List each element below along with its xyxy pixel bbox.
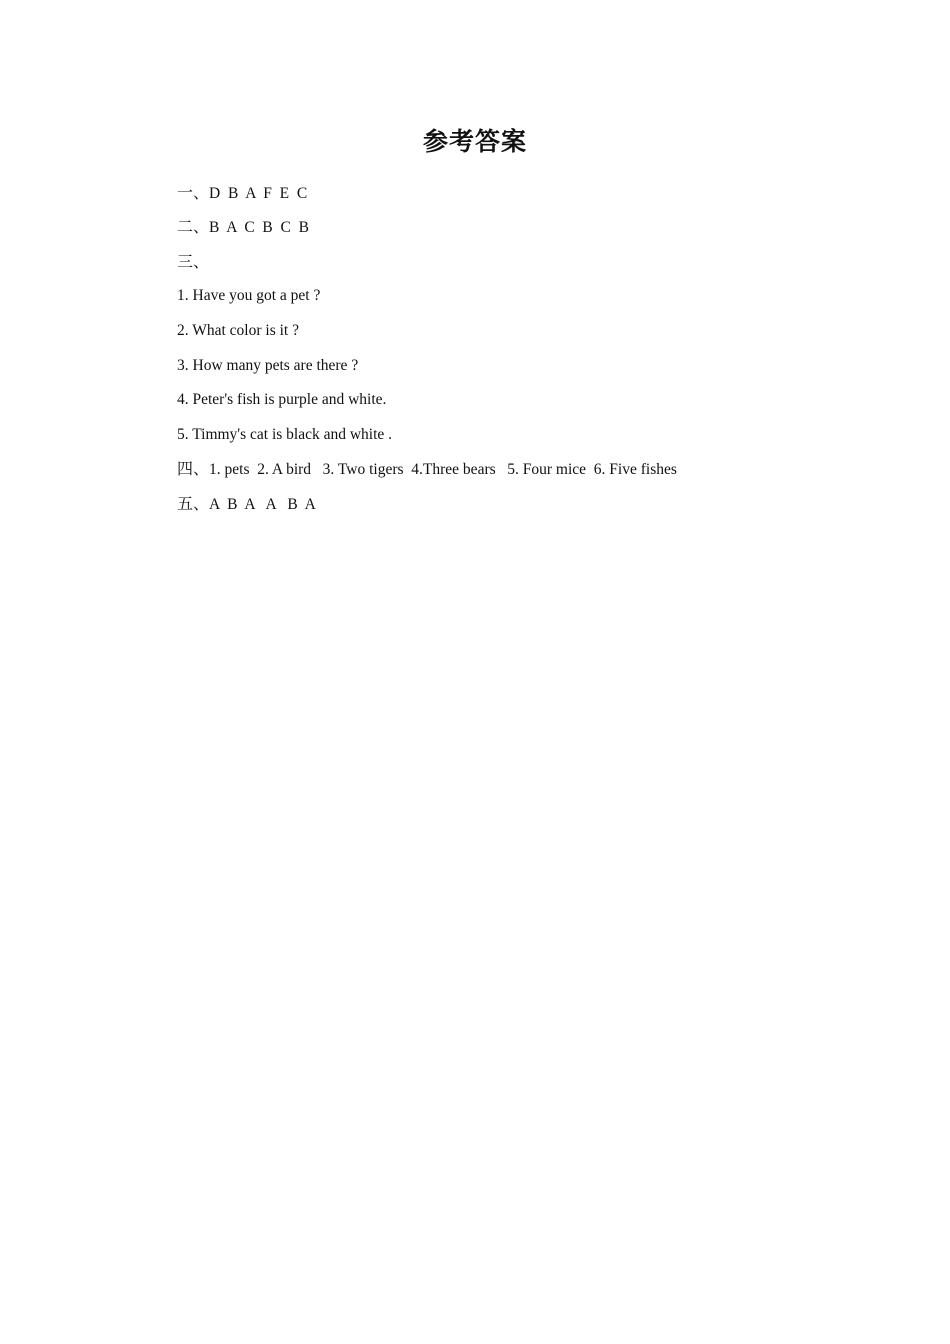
section-label: 二、 [177,217,210,236]
section-label: 一、 [177,183,210,202]
answer-section-5 [177,494,316,515]
list-item: 5. Timmy's cat is black and white . [177,426,393,443]
section-label: 五、 [177,494,210,513]
section-answer: B A C B C B [209,219,309,236]
list-item: 4. Peter's fish is purple and white. [177,391,387,408]
section-label: 四、 [177,459,210,478]
section-answer: 1. pets 2. A bird 3. Two tigers 4.Three bears 5. Four mice 6. Five fishes [209,461,677,478]
answer-section-1 [177,183,307,204]
page-title: 参考答案 [422,127,527,156]
list-item: 2. What color is it ? [177,322,299,339]
answer-section-4 [177,459,677,480]
section-label: 三、 [177,252,210,271]
answer-section-2 [177,217,309,238]
answer-section-3 [177,252,209,273]
section-answer: D B A F E C [209,185,308,202]
list-item: 1. Have you got a pet ? [177,287,321,304]
list-item: 3. How many pets are there ? [177,357,359,374]
section-answer: A B A A B A [209,496,316,513]
